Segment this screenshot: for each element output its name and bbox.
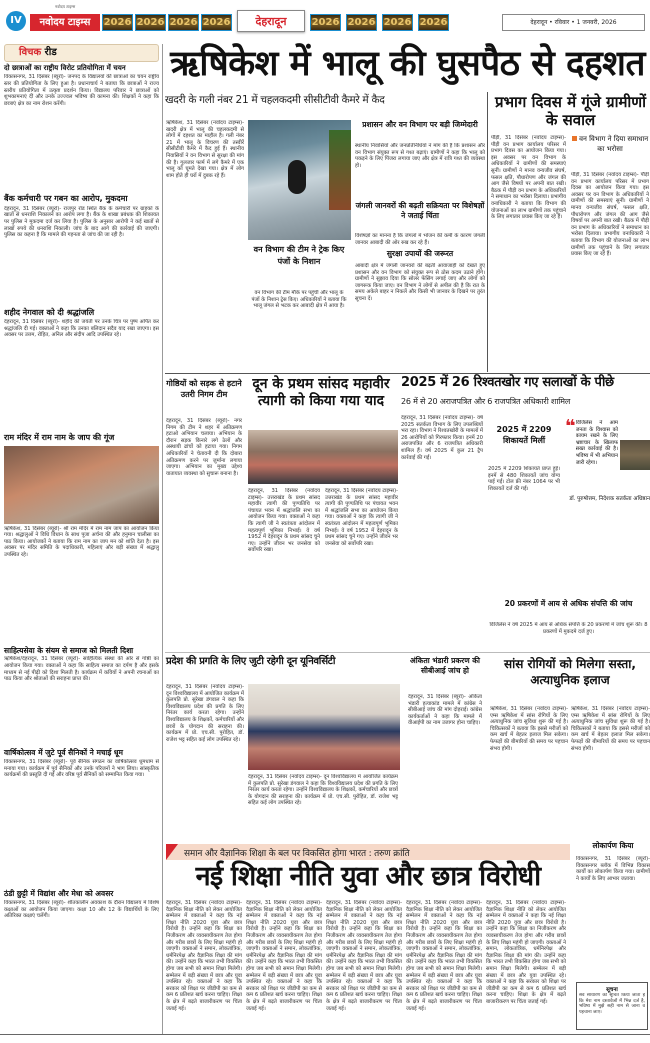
article-body: विकासनगर, 31 दिसंबर (ब्यूरो)- पूर्व सैनिक संगठन का वार्षिकोत्सव धूमधाम से मनाया गया। कार्यक्रम में पूर्व सैनिकों और उनके परिजनों ने भाग लिया। सांस्कृतिक कार्यक्रमों की प्रस्तुति दी गई और वरिष्ठ पूर्व सैनिकों को सम्मानित किया गया।: [4, 759, 159, 779]
year-banner: 2026: [201, 14, 232, 31]
doon-body: देहरादून, 31 दिसंबर (नवोदय टाइम्स)- दून विश्वविद्यालय में आयोजित कार्यक्रम में कुलपति प्रो. सुरेखा डंगवाल ने कहा कि विश्वविद्यालय प्रदेश की प्रगति के लिए निरंतर कार्य करता रहेगा। उन्होंने विश्वविद्यालय के शिक्षकों, कर्मचारियों और छात्रों के योगदान की सराहना की। कार्यक्रम में प्रो. एच.सी. पुरोहित, डॉ. राजेश भट्ट सहित कई लोग उपस्थित रहे।: [166, 684, 244, 743]
kicker-text: समान और वैज्ञानिक शिक्षा के बल पर विकसित होगा भारत : तरुण क्रांति: [184, 849, 410, 859]
year-banner: 2026: [346, 14, 377, 31]
kicker-text: वन विभाग ने दिया समाधान का भरोसा: [579, 135, 649, 153]
masthead-bar: [0, 0, 650, 42]
assets-headline: 20 प्रकरणों में आय से अधिक संपत्ति की जांच: [504, 599, 633, 608]
year-banner: 2026: [382, 14, 413, 31]
article-body: विकासनगर, 31 दिसंबर (ब्यूरो)- जनपद के विद्यालयों की छात्राओं का चयन राष्ट्रीय स्तर की प्रतियोगिता के लिए हुआ है। प्रधानाचार्य ने बताया कि छात्राओं ने राज्य स्तरीय प्रतियोगिता में उत्कृष्ट प्रदर्शन किया। विद्यालय परिवार ने छात्राओं को शुभकामनाएं दीं और उनके उज्ज्वल भविष्य की कामना की। शिक्षकों ने कहा कि छात्राएं क्षेत्र का नाम रोशन करेंगी।: [4, 74, 159, 107]
lead-subhead: खदरी के गली नंबर 21 में चहलकदमी सीसीटीवी कैमरे में कैद: [165, 94, 385, 106]
bottom-headline: नई शिक्षा नीति युवा और छात्र विरोधी: [195, 861, 541, 892]
meeting-photo: [248, 430, 398, 484]
article-title: दो छात्राओं का राष्ट्रीय विरोट प्रतियोगिता में चयन: [4, 64, 126, 72]
year-banner: 2026: [418, 14, 449, 31]
article-body: देहरादून, 31 दिसंबर (ब्यूरो)- राजपुर रोड स्थित बैंक के कर्मचारी पर ग्राहकों के खातों से धनराशि निकालने का आरोप लगा है। बैंक के शाखा प्रबंधक की शिकायत पर पुलिस ने मुकदमा दर्ज कर लिया है। पुलिस के अनुसार आरोपी ने कई खातों से लाखों रुपये की धनराशि निकाली। जांच के बाद आगे की कार्रवाई की जाएगी। पुलिस का कहना है कि मामले की गहनता से जांच की जा रही है।: [4, 205, 159, 239]
university-photo: [248, 684, 400, 770]
tyagi-body-2: देहरादून, 31 दिसंबर (नवोदय टाइम्स)- उत्तराखंड के प्रथम सांसद महावीर त्यागी की पुण्यतिथि पर पंचायत भवन में श्रद्धांजलि सभा का आयोजन किया गया। वक्ताओं ने कहा कि त्यागी जी ने स्वतंत्रता आंदोलन में महत्वपूर्ण भूमिका निभाई। वे वर्ष 1952 में देहरादून के प्रथम सांसद चुने गए। उन्होंने जीवन भर जनसेवा को सर्वोपरि रखा।: [325, 488, 398, 547]
dateline: देहरादून • रविवार • 1 जनवरी, 2026: [502, 14, 645, 31]
right-headline: प्रभाग दिवस में गूंजे ग्रामीणों के सवाल: [494, 93, 647, 129]
divider: [162, 44, 163, 1034]
plants: [329, 130, 351, 210]
notice-box: [576, 982, 648, 1030]
notice-body: सर्व साधारण को सूचित किया जाता है कि मेरा नाम दस्तावेजों में भिन्न दर्ज है, भविष्य में मुझे सही नाम से जाना व पहचाना जाए।: [579, 993, 645, 1015]
year-banner: 2026: [168, 14, 199, 31]
subhead-2: जंगली जानवरों की बढ़ती सक्रियता पर विशेषज्ञों ने जताई चिंता: [355, 201, 485, 220]
photo-caption: वन विभाग की टीम ने ट्रेक किए पंजों के निशान: [253, 245, 345, 266]
right-body-2: पौड़ी, 31 दिसंबर (नवोदय टाइम्स)- पौड़ी वन प्रभाग कार्यालय परिसर में प्रभाग दिवस का आयोजन किया गया। इस अवसर पर वन विभाग के अधिकारियों ने ग्रामीणों की समस्याएं सुनीं। ग्रामीणों ने मानव वन्यजीव संघर्ष, फसल क्षति, पौधारोपण और जंगल की आग जैसे विषयों पर अपनी बात रखी। बैठक में पौड़ी वन प्रभाग के अधिकारियों ने समाधान का भरोसा दिलाया। प्रभागीय वनाधिकारी ने बताया कि विभाग की योजनाओं का लाभ ग्रामीणों तक पहुंचाने के लिए लगातार प्रयास किए जा रहे हैं।: [571, 172, 649, 258]
year-banner: 2026: [310, 14, 341, 31]
breath-body: ऋषिकेश, 31 दिसंबर (नवोदय टाइम्स)- एम्स ऋषिकेश में सांस रोगियों के लिए अत्याधुनिक जांच सुविधा शुरू की गई है। चिकित्सकों ने बताया कि इससे मरीजों को कम खर्च में बेहतर इलाज मिल सकेगा। फेफड़ों की बीमारियों की समय पर पहचान संभव होगी।: [490, 706, 568, 752]
article-body: ऋषिकेश/देहरादून, 31 दिसंबर (ब्यूरो)- साहित्यिक संस्था की ओर से गोष्ठी का आयोजन किया गया। वक्ताओं ने कहा कि साहित्य समाज का दर्पण है और इसके माध्यम से नई पीढ़ी को दिशा मिलती है। कार्यक्रम में कवियों ने अपनी रचनाओं का पाठ किया और श्रोताओं की सराहना प्राप्त की।: [4, 656, 159, 683]
bottom-body: देहरादून, 31 दिसंबर (नवोदय टाइम्स)- वैज्ञानिक शिक्षा नीति को लेकर आयोजित सम्मेलन में वक्ताओं ने कहा कि नई शिक्षा नीति 2020 युवा और छात्र विरोधी है। उन्होंने कहा कि शिक्षा का निजीकरण और व्यवसायीकरण तेज होगा और गरीब छात्रों के लिए शिक्षा महंगी हो जाएगी। वक्ताओं ने समान, लोकतांत्रिक, धर्मनिरपेक्ष और वैज्ञानिक शिक्षा की मांग की। उन्होंने कहा कि भारत तभी विकसित होगा जब सभी को समान शिक्षा मिलेगी। सम्मेलन में बड़ी संख्या में छात्र और युवा उपस्थित रहे। वक्ताओं ने कहा कि सरकार को शिक्षा पर जीडीपी का कम से कम 6 प्रतिशत खर्च करना चाहिए। शिक्षा के क्षेत्र में बढ़ते बाजारीकरण पर चिंता जताई गई।: [326, 900, 402, 1012]
article-title: शहीद नेगवाल को दी श्रद्धांजलि: [4, 307, 95, 317]
bribe-body: देहरादून, 31 दिसंबर (नवोदय टाइम्स)- वर्ष 2025 सतर्कता विभाग के लिए उपलब्धियों भरा रहा। विभाग ने रिश्वतखोरी के मामलों में 26 आरोपियों को गिरफ्तार किया। इनमें 20 अराजपत्रित और 6 राजपत्रित अधिकारी शामिल हैं। वर्ष 2025 में कुल 21 ट्रैप कार्रवाई की गईं।: [401, 415, 483, 461]
article-title: वार्षिकोत्सव में जुटे पूर्व सैनिकों ने मचाई धूम: [4, 748, 124, 758]
bottom-kicker-banner: [166, 844, 570, 860]
officer-photo: [620, 440, 650, 470]
complaints-headline: 2025 में 2209 शिकायतें मिलीं: [496, 425, 552, 445]
bottom-body: देहरादून, 31 दिसंबर (नवोदय टाइम्स)- वैज्ञानिक शिक्षा नीति को लेकर आयोजित सम्मेलन में वक्ताओं ने कहा कि नई शिक्षा नीति 2020 युवा और छात्र विरोधी है। उन्होंने कहा कि शिक्षा का निजीकरण और व्यवसायीकरण तेज होगा और गरीब छात्रों के लिए शिक्षा महंगी हो जाएगी। वक्ताओं ने समान, लोकतांत्रिक, धर्मनिरपेक्ष और वैज्ञानिक शिक्षा की मांग की। उन्होंने कहा कि भारत तभी विकसित होगा जब सभी को समान शिक्षा मिलेगी। सम्मेलन में बड़ी संख्या में छात्र और युवा उपस्थित रहे। वक्ताओं ने कहा कि सरकार को शिक्षा पर जीडीपी का कम से कम 6 प्रतिशत खर्च करना चाहिए। शिक्षा के क्षेत्र में बढ़ते बाजारीकरण पर चिंता जताई गई।: [406, 900, 482, 1012]
article-body: विकासनगर, 31 दिसंबर (ब्यूरो)- शीतकालीन अवकाश के दौरान विद्यालय में विशेष कक्षाओं का आयोजन किया जाएगा। कक्षा 10 और 12 के विद्यार्थियों के लिए अतिरिक्त कक्षाएं चलेंगी।: [4, 900, 159, 920]
article-body: देहरादून, 31 दिसंबर (ब्यूरो)- शहीद की जयंती पर उनके चित्र पर पुष्प अर्पित कर श्रद्धांजलि दी गई। वक्ताओं ने कहा कि उनका बलिदान सदैव याद रखा जाएगा। इस अवसर पर उत्तम, रोहित, अनिल और संदीप आदि उपस्थित रहे।: [4, 319, 159, 339]
tyagi-headline: दून के प्रथम सांसद महावीर त्यागी को किया गया याद: [252, 376, 390, 409]
right-body: पौड़ी, 31 दिसंबर (नवोदय टाइम्स)- पौड़ी वन प्रभाग कार्यालय परिसर में प्रभाग दिवस का आयोजन किया गया। इस अवसर पर वन विभाग के अधिकारियों ने ग्रामीणों की समस्याएं सुनीं। ग्रामीणों ने मानव वन्यजीव संघर्ष, फसल क्षति, पौधारोपण और जंगल की आग जैसे विषयों पर अपनी बात रखी। बैठक में पौड़ी वन प्रभाग के अधिकारियों ने समाधान का भरोसा दिलाया। प्रभागीय वनाधिकारी ने बताया कि विभाग की योजनाओं का लाभ ग्रामीणों तक पहुंचाने के लिए लगातार प्रयास किए जा रहे हैं।: [491, 135, 566, 221]
subhead-3: सुरक्षा उपायों की जरूरत: [386, 249, 454, 258]
temple-photo: [4, 446, 159, 524]
quote-text: विजिलेंस ने आम जनता के विश्वास को कायम रखने के लिए भ्रष्टाचार के खिलाफ सख्त कार्रवाई की है। भविष्य में भी अभियान जारी रहेगा।: [575, 420, 618, 466]
inaug-headline: लोकार्पण किया: [592, 841, 634, 850]
caption-body: वन विभाग की टीम मौके पर पहुंची और भालू के पंजों के निशान ट्रेस किए। अधिकारियों ने बताया कि भालू जंगल से भटक कर आबादी क्षेत्र में आया है।: [251, 290, 347, 310]
bear-figure: [288, 160, 306, 194]
article-title: ठंडी छुट्टी में विद्यांश और मेधा को अवसर: [4, 889, 114, 899]
tagline: नवोदय टाइम्स: [55, 4, 76, 9]
sub-body-3: आबादी क्षेत्र में जंगली जानवरों की बढ़ती आवाजाही को देखते हुए प्रशासन और वन विभाग को संयुक्त रूप से ठोस कदम उठाने होंगे। ग्रामीणों ने सुझाव दिया कि सोलर फेंसिंग लगाई जाए और लोगों को जागरूक किया जाए। वन विभाग ने लोगों से अपील की है कि रात के समय अकेले बाहर न निकलें और किसी भी जानवर के दिखने पर तुरंत सूचना दें।: [355, 263, 485, 302]
ankita-headline: अंकिता भंडारी प्रकरण की सीबीआई जांच हो: [410, 656, 480, 675]
lead-headline: ऋषिकेश में भालू की घुसपैठ से दहशत: [170, 44, 645, 84]
article-title: साहित्यसेवा के संयम से समाज को मिलती दिशा: [4, 645, 134, 655]
small-headline: गोष्ठियों को सड़क से हटाने उतरी निगम टीम: [166, 379, 242, 399]
quote-author: डॉ. पुरुषोत्तम, निदेशक सतर्कता अधिष्ठान: [569, 496, 650, 502]
subhead-1: प्रशासन और वन विभाग पर बड़ी जिम्मेदारी: [362, 120, 478, 129]
divider: [165, 652, 650, 653]
year-banner: 2026: [102, 14, 133, 31]
small-body: देहरादून, 31 दिसंबर (ब्यूरो)- नगर निगम की टीम ने शहर में अतिक्रमण हटाओ अभियान चलाया। अभियान के दौरान सड़क किनारे लगे ठेलों और अस्थायी ढांचों को हटाया गया। निगम अधिकारियों ने चेतावनी दी कि दोबारा अतिक्रमण करने पर जुर्माना लगाया जाएगा। अभियान का मुख्य उद्देश्य यातायात व्यवस्था को सुचारू बनाना है।: [166, 418, 242, 477]
right-kicker: [570, 134, 650, 154]
left-column: [4, 44, 159, 1034]
divider: [165, 373, 650, 374]
breath-body-2: ऋषिकेश, 31 दिसंबर (नवोदय टाइम्स)- एम्स ऋषिकेश में सांस रोगियों के लिए अत्याधुनिक जांच सुविधा शुरू की गई है। चिकित्सकों ने बताया कि इससे मरीजों को कम खर्च में बेहतर इलाज मिल सकेगा। फेफड़ों की बीमारियों की समय पर पहचान संभव होगी।: [571, 706, 650, 752]
doon-body-2: देहरादून, 31 दिसंबर (नवोदय टाइम्स)- दून विश्वविद्यालय में आयोजित कार्यक्रम में कुलपति प्रो. सुरेखा डंगवाल ने कहा कि विश्वविद्यालय प्रदेश की प्रगति के लिए निरंतर कार्य करता रहेगा। उन्होंने विश्वविद्यालय के शिक्षकों, कर्मचारियों और छात्रों के योगदान की सराहना की। कार्यक्रम में प्रो. एच.सी. पुरोहित, डॉ. राजेश भट्ट सहित कई लोग उपस्थित रहे।: [248, 774, 398, 807]
bribe-subhead: 26 में से 20 अराजपत्रित और 6 राजपत्रित अधिकारी शामिल: [401, 397, 571, 406]
article-title: राम मंदिर में राम नाम के जाप की गूंज: [4, 433, 115, 443]
year-banner: 2026: [135, 14, 166, 31]
quote-box: [565, 416, 650, 536]
footer-rule: [0, 1034, 650, 1035]
breath-headline: सांस रोगियों को मिलेगा सस्ता, अत्याधुनिक इलाज: [504, 657, 636, 687]
divider: [487, 92, 488, 372]
doon-headline: प्रदेश की प्रगति के लिए जुटी रहेगी दून यूनिवर्सिटी: [166, 656, 336, 667]
section-label-dark: रीड: [44, 47, 57, 58]
notice-title: सूचना: [606, 987, 618, 993]
section-label-red: विचक: [19, 47, 42, 58]
sub-body-2: विशेषज्ञों का मानना है कि जंगलों में भोजन की कमी के कारण जंगली जानवर आबादी की ओर रुख कर रहे हैं।: [355, 233, 485, 246]
complaints-body: 2025 में 2209 शिकायतें प्राप्त हुईं। इनमें से 480 शिकायतें जांच योग्य पाई गईं। टोल फ्री नंबर 1064 पर भी शिकायतें दर्ज की गईं।: [488, 466, 560, 492]
inaug-body: विकासनगर, 31 दिसंबर (ब्यूरो)- विकासनगर ब्लॉक में विभिन्न विकास कार्यों का लोकार्पण किया गया। ग्रामीणों ने कार्यों के लिए आभार जताया।: [576, 856, 650, 882]
article-body: ऋषिकेश, 31 दिसंबर (ब्यूरो)- श्री राम मंदिर में राम नाम जाप का आयोजन किया गया। श्रद्धालुओं ने विधि विधान के साथ पूजा अर्चना की और हनुमान चालीसा का पाठ किया। आयोजकों ने बताया कि राम नाम का जाप मन को शांति देता है। इस अवसर पर मंदिर समिति के पदाधिकारी, महिलाएं और बड़ी संख्या में श्रद्धालु उपस्थित रहे।: [4, 525, 159, 558]
bear-cctv-photo: [248, 120, 351, 240]
sub-body-1: स्थानीय निवासियों और जनप्रतिनिधियों ने मांग की है कि प्रशासन और वन विभाग संयुक्त रूप से गश्त बढ़ाएं। ग्रामीणों ने कहा कि भालू को पकड़ने के लिए पिंजरा लगाया जाए और क्षेत्र में रात्रि गश्त की व्यवस्था हो।: [355, 143, 485, 169]
section-label: [4, 44, 159, 62]
tyagi-body: देहरादून, 31 दिसंबर (नवोदय टाइम्स)- उत्तराखंड के प्रथम सांसद महावीर त्यागी की पुण्यतिथि पर पंचायत भवन में श्रद्धांजलि सभा का आयोजन किया गया। वक्ताओं ने कहा कि त्यागी जी ने स्वतंत्रता आंदोलन में महत्वपूर्ण भूमिका निभाई। वे वर्ष 1952 में देहरादून के प्रथम सांसद चुने गए। उन्होंने जीवन भर जनसेवा को सर्वोपरि रखा।: [248, 488, 320, 554]
bottom-body: देहरादून, 31 दिसंबर (नवोदय टाइम्स)- वैज्ञानिक शिक्षा नीति को लेकर आयोजित सम्मेलन में वक्ताओं ने कहा कि नई शिक्षा नीति 2020 युवा और छात्र विरोधी है। उन्होंने कहा कि शिक्षा का निजीकरण और व्यवसायीकरण तेज होगा और गरीब छात्रों के लिए शिक्षा महंगी हो जाएगी। वक्ताओं ने समान, लोकतांत्रिक, धर्मनिरपेक्ष और वैज्ञानिक शिक्षा की मांग की। उन्होंने कहा कि भारत तभी विकसित होगा जब सभी को समान शिक्षा मिलेगी। सम्मेलन में बड़ी संख्या में छात्र और युवा उपस्थित रहे। वक्ताओं ने कहा कि सरकार को शिक्षा पर जीडीपी का कम से कम 6 प्रतिशत खर्च करना चाहिए। शिक्षा के क्षेत्र में बढ़ते बाजारीकरण पर चिंता जताई गई।: [486, 900, 566, 1005]
bottom-body: देहरादून, 31 दिसंबर (नवोदय टाइम्स)- वैज्ञानिक शिक्षा नीति को लेकर आयोजित सम्मेलन में वक्ताओं ने कहा कि नई शिक्षा नीति 2020 युवा और छात्र विरोधी है। उन्होंने कहा कि शिक्षा का निजीकरण और व्यवसायीकरण तेज होगा और गरीब छात्रों के लिए शिक्षा महंगी हो जाएगी। वक्ताओं ने समान, लोकतांत्रिक, धर्मनिरपेक्ष और वैज्ञानिक शिक्षा की मांग की। उन्होंने कहा कि भारत तभी विकसित होगा जब सभी को समान शिक्षा मिलेगी। सम्मेलन में बड़ी संख्या में छात्र और युवा उपस्थित रहे। वक्ताओं ने कहा कि सरकार को शिक्षा पर जीडीपी का कम से कम 6 प्रतिशत खर्च करना चाहिए। शिक्षा के क्षेत्र में बढ़ते बाजारीकरण पर चिंता जताई गई।: [166, 900, 242, 1012]
assets-body: विजिलेंस ने वर्ष 2025 में आय से अधिक संपत्ति के 20 प्रकरणों में जांच शुरू की। 8 प्रकरणों में मुकदमे दर्ज हुए।: [489, 622, 648, 635]
edition-badge: IV: [6, 11, 26, 31]
bottom-body: देहरादून, 31 दिसंबर (नवोदय टाइम्स)- वैज्ञानिक शिक्षा नीति को लेकर आयोजित सम्मेलन में वक्ताओं ने कहा कि नई शिक्षा नीति 2020 युवा और छात्र विरोधी है। उन्होंने कहा कि शिक्षा का निजीकरण और व्यवसायीकरण तेज होगा और गरीब छात्रों के लिए शिक्षा महंगी हो जाएगी। वक्ताओं ने समान, लोकतांत्रिक, धर्मनिरपेक्ष और वैज्ञानिक शिक्षा की मांग की। उन्होंने कहा कि भारत तभी विकसित होगा जब सभी को समान शिक्षा मिलेगी। सम्मेलन में बड़ी संख्या में छात्र और युवा उपस्थित रहे। वक्ताओं ने कहा कि सरकार को शिक्षा पर जीडीपी का कम से कम 6 प्रतिशत खर्च करना चाहिए। शिक्षा के क्षेत्र में बढ़ते बाजारीकरण पर चिंता जताई गई।: [246, 900, 322, 1012]
masthead-logo: नवोदय टाइम्स: [30, 14, 100, 31]
quote-icon: ❝: [565, 416, 576, 437]
ankita-body: देहरादून, 31 दिसंबर (ब्यूरो)- अंकिता भंडारी हत्याकांड मामले में कांग्रेस ने सीबीआई जांच की मांग दोहराई। कांग्रेस कार्यकर्ताओं ने कहा कि मामले में वीआईपी का नाम उजागर होना चाहिए।: [408, 694, 482, 727]
city-tab: देहरादून: [237, 10, 305, 32]
bribe-headline: 2025 में 26 रिश्वतखोर गए सलाखों के पीछे: [401, 375, 614, 390]
article-title: बैंक कर्मचारी पर गबन का आरोप, मुकदमा: [4, 194, 128, 204]
red-corner: [166, 844, 178, 860]
lead-body: ऋषिकेश, 31 दिसंबर (नवोदय टाइम्स)- खदरी क्षेत्र में भालू की चहलकदमी से लोगों में दहशत का माहौल है। गली नंबर 21 में भालू के विचरण की तस्वीरें सीसीटीवी कैमरे में कैद हुई हैं। स्थानीय निवासियों ने वन विभाग से सुरक्षा की मांग की है। गुलजार फार्म में लगे कैमरे में एक भालू को घूमते देखा गया। क्षेत्र में लोग शाम होते ही घरों में दुबक रहे हैं।: [166, 120, 244, 179]
bullet-icon: [572, 136, 577, 141]
